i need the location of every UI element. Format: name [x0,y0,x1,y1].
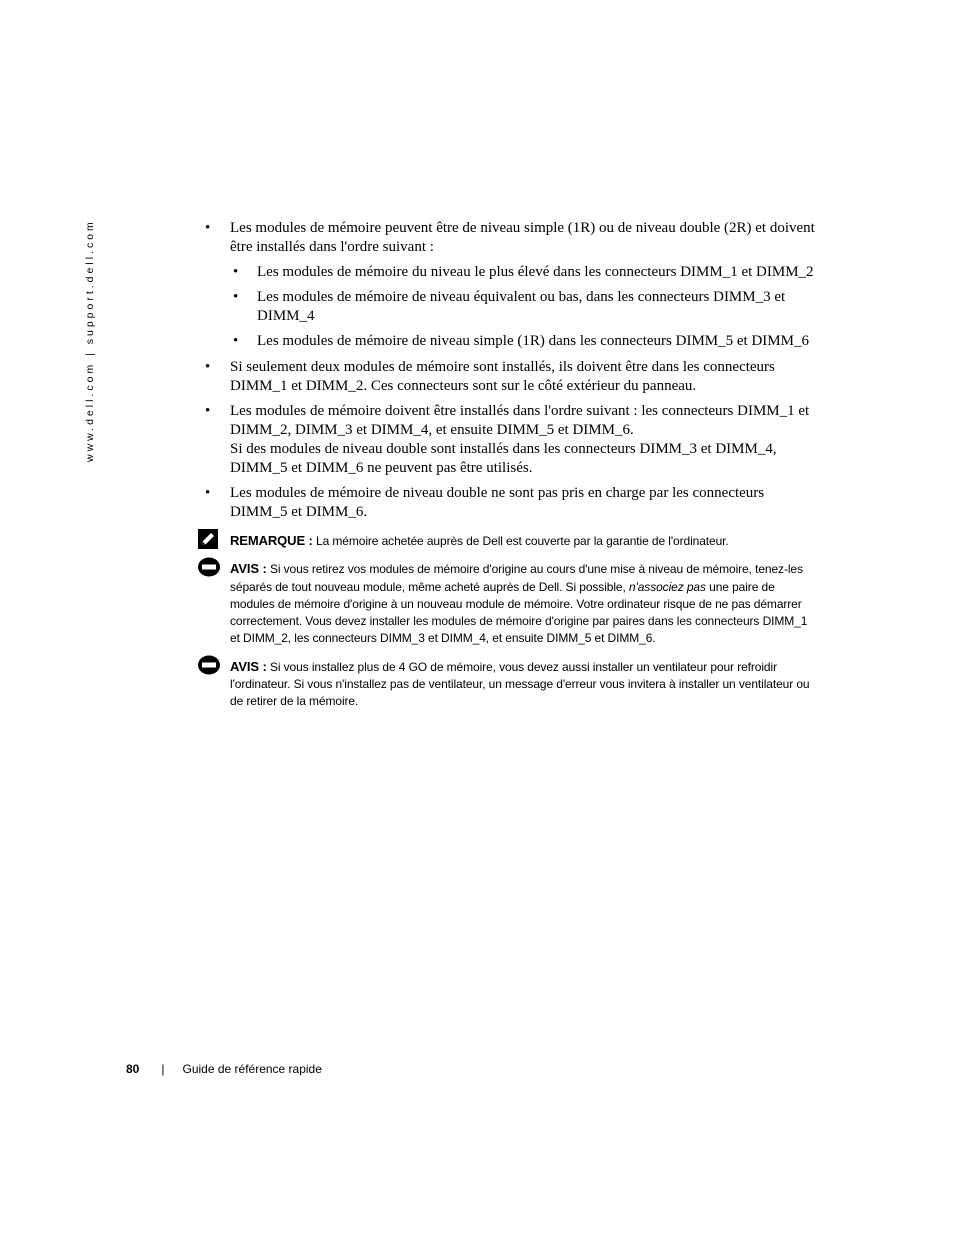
notice-icon [198,655,222,680]
note-label: REMARQUE : [230,533,313,548]
footer-separator: | [161,1062,165,1076]
note-text: La mémoire achetée auprès de Dell est couverte par la garantie de l'ordinateur. [312,534,729,548]
notice-label: AVIS : [230,561,267,577]
sub-list-item: • Les modules de mémoire de niveau équivalent ou bas, dans les connecteurs DIMM_3 et DIMM_4 [230,288,820,326]
notice-text: une paire de modules de mémoire d'origine à un nouveau module de mémoire. Votre ordinateur risque de ne pas démarrer correctement. Vous devez installer les modules de mémoire d'origine par paires dans les connecteurs DIMM_1 et DIMM_2, les connecteurs DIMM_3 et DIMM_4, et ensuite DIMM_5 et DIMM_6. [230,579,808,646]
notice-icon [198,557,222,582]
page-footer [126,1062,322,1076]
page-number: 80 [126,1062,140,1076]
sub-list-item: • Les modules de mémoire de niveau simple (1R) dans les connecteurs DIMM_5 et DIMM_6 [230,332,820,351]
sub-list-item: • Les modules de mémoire du niveau le plus élevé dans les connecteurs DIMM_1 et DIMM_2 [230,263,820,282]
list-item [200,402,820,478]
sidebar-url: www.dell.com | support.dell.com [84,219,96,462]
list-item-text: Les modules de mémoire doivent être installés dans l'ordre suivant : les connecteurs DIMM_1 et DIMM_2, DIMM_3 et DIMM_4, et ensuite DIMM_5 et DIMM_6. [230,403,810,438]
list-item: • Si seulement deux modules de mémoire sont installés, ils doivent être dans les connecteurs DIMM_1 et DIMM_2. Ces connecteurs sont sur le côté extérieur du panneau. [200,358,820,396]
notice-text: Si vous retirez vos modules de mémoire d'origine au cours d'une mise à niveau de mémoire, tenez-les séparés de tout nouveau module, même acheté auprès de Dell. Si possible, [230,562,803,594]
list-item [200,219,820,351]
list-item-text: Les modules de mémoire peuvent être de niveau simple (1R) ou de niveau double (2R) et doivent être installés dans l'ordre suivant : [230,220,815,255]
notice-text: Si vous installez plus de 4 GO de mémoire, vous devez aussi installer un ventilateur pour refroidir l'ordinateur. Si vous n'installez pas de ventilateur, un message d'erreur vous invitera à installer un ventilateur ou de retirer de la mémoire. [230,659,810,709]
notice-label: AVIS : [230,658,267,674]
memory-rules-list [200,219,820,522]
list-item-text: Si des modules de niveau double sont installés dans les connecteurs DIMM_3 et DIMM_4, DIMM_5 et DIMM_6 ne peuvent pas être utilisés. [230,441,777,476]
list-item: • Les modules de mémoire de niveau double ne sont pas pris en charge par les connecteurs DIMM_5 et DIMM_6. [200,484,820,522]
note-pencil-icon [198,529,218,554]
page-content [200,219,820,711]
notice-avis-2 [200,658,820,711]
note-remarque [200,532,820,550]
footer-title: Guide de référence rapide [182,1062,322,1076]
notice-emphasis: n'associez pas [628,579,706,594]
sub-list [230,263,820,351]
notice-avis-1 [200,560,820,647]
